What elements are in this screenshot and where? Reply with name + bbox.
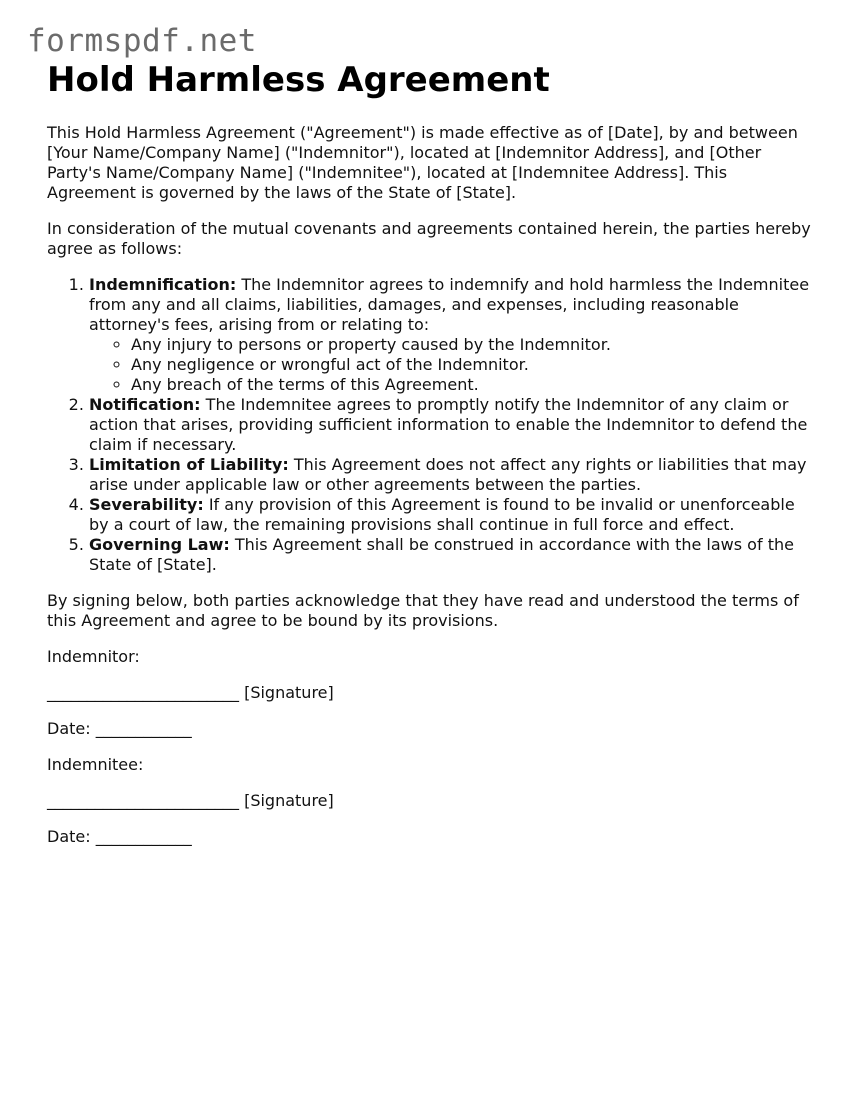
clause-text: If any provision of this Agreement is found to be invalid or unenforceable by a court of law, the remaining provisions shall continue in full force and effect. (89, 495, 795, 534)
acknowledgement-paragraph: By signing below, both parties acknowledge that they have read and understood the terms of this Agreement and agree to be bound by its provisions. (47, 591, 799, 630)
date-line[interactable]: Date: ____________ (47, 827, 192, 846)
list-item: ◦ Any negligence or wrongful act of the Indemnitor. (131, 355, 817, 375)
clause-limitation-of-liability (89, 455, 817, 495)
clause-text: This Agreement shall be construed in accordance with the laws of the State of [State]. (89, 535, 794, 574)
clause-term: Limitation of Liability: (89, 455, 289, 474)
consideration-paragraph: In consideration of the mutual covenants and agreements contained herein, the parties hereby agree as follows: (47, 219, 811, 258)
list-item: ◦ Any injury to persons or property caused by the Indemnitor. (131, 335, 817, 355)
document-body (47, 60, 817, 847)
signature-line[interactable]: ________________________ [Signature] (47, 683, 334, 702)
signature-block-indemnitor (47, 647, 817, 739)
clause-term: Notification: (89, 395, 201, 414)
clause-text: This Agreement does not affect any rights or liabilities that may arise under applicable law or other agreements between the parties. (89, 455, 807, 494)
clause-severability (89, 495, 817, 535)
clause-term: Governing Law: (89, 535, 230, 554)
watermark: formspdf.net (27, 23, 257, 59)
clause-indemnification (89, 275, 817, 395)
clause-notification (89, 395, 817, 455)
date-line[interactable]: Date: ____________ (47, 719, 192, 738)
signature-line[interactable]: ________________________ [Signature] (47, 791, 334, 810)
list-item: ◦ Any breach of the terms of this Agreement. (131, 375, 817, 395)
party-label: Indemnitee: (47, 755, 144, 774)
signature-block-indemnitee (47, 755, 817, 847)
document-title: Hold Harmless Agreement (47, 60, 550, 100)
indemnification-subitems (89, 335, 817, 395)
clause-text: The Indemnitor agrees to indemnify and hold harmless the Indemnitee from any and all claims, liabilities, damages, and expenses, including reasonable attorney's fees, arising from or relating to: (89, 275, 810, 334)
clause-list (47, 275, 817, 575)
clause-governing-law (89, 535, 817, 575)
clause-term: Severability: (89, 495, 204, 514)
intro-paragraph: This Hold Harmless Agreement ("Agreement") is made effective as of [Date], by and between [Your Name/Company Name] ("Indemnitor"), located at [Indemnitor Address], and [Other Party's Name/Company Name] ("Indemnitee"), located at [Indemnitee Address]. This Agreement is governed by the laws of the State of [State]. (47, 123, 798, 202)
party-label: Indemnitor: (47, 647, 140, 666)
clause-text: The Indemnitee agrees to promptly notify the Indemnitor of any claim or action that arises, providing sufficient information to enable the Indemnitor to defend the claim if necessary. (89, 395, 808, 454)
clause-term: Indemnification: (89, 275, 237, 294)
